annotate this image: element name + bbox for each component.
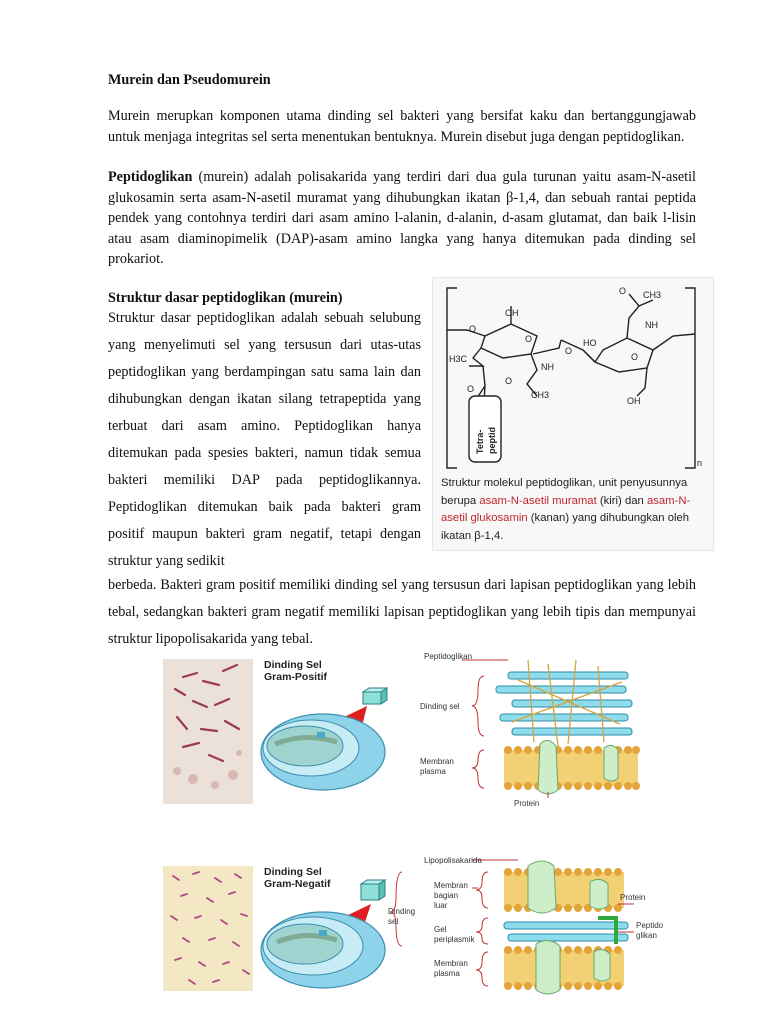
label-peptido: Peptido [636,921,664,930]
label-periplasmik: periplasmik [434,935,475,944]
label-plasma: plasma [420,767,446,776]
label-peptidoglikan: Peptidoglikan [424,652,473,661]
gram-negative-title-line2: Gram-Negatif [264,878,331,890]
label-membran-plasma-2: plasma [434,969,460,978]
label-membran-plasma-1: Membran [434,959,468,968]
paragraph-murein: Murein merupkan komponen utama dinding sel bakteri yang bersifat kaku dan bertanggungjawab untuk menjaga integritas sel serta menentukan bentuknya. Murein disebut juga dengan peptidoglikan. [108,108,696,145]
micrograph-image-negative [163,866,253,991]
label-o4: O [505,376,513,386]
term-peptidoglikan: Peptidoglikan [108,169,193,185]
gram-negative-wall-diagram [372,852,702,996]
label-nh-right: NH [645,320,658,330]
label-ch3-mid: CH3 [531,390,550,400]
micrograph-image [163,659,253,804]
label-o6: O [619,286,627,296]
label-n: n [697,458,703,468]
label-nh-mid: NH [541,362,554,372]
label-oh-bottom: OH [627,396,641,406]
label-o7: O [631,352,639,362]
gram-positive-title-line2: Gram-Positif [264,671,328,683]
paragraph-struktur-column: Struktur dasar peptidoglikan adalah sebuah selubung yang menyelimuti sel yang tersusun dari utas-utas peptidoglikan yang berdampingan satu sama lain dan dihubungkan dengan ikatan silang tetrapeptida yang terbuat dari asam amino. Peptidoglikan hanya ditemukan pada spesies bakteri, namun tidak semua bakteri memiliki DAP pada peptidoglikannya. Peptidoglikan ditemukan baik pada bakteri gram positif maupun bakteri gram negatif, tetapi dengan struktur yang sedikit [108,310,421,569]
paragraph-peptidoglikan-text: (murein) adalah polisakarida yang terdiri dari dua gula turunan yaitu asam-N-asetil glukosamin serta asam-N-asetil muramat yang dihubungkan ikatan β-1,4, dan sebuah rantai peptida pendek yang contohnya terdiri dari asam amino l-alanin, d-alanin, d-asam glutamat, dan baik l-lisin atau asam diaminopimelik (DAP)-asam amino langka yang hanya ditemukan pada dinding sel prokariot. [108,169,696,267]
label-o3: O [565,346,573,356]
label-sel: sel [388,917,399,926]
label-dinding-sel: Dinding sel [420,702,460,711]
gram-positive-title-line1: Dinding Sel [264,659,322,671]
molecule-caption [441,475,707,545]
label-membran-luar-3: luar [434,901,448,910]
caption-part-2: (kiri) dan [596,494,647,507]
label-gel: Gel [434,925,447,934]
label-o5: O [467,384,475,394]
label-peptid: peptid [487,427,497,454]
label-membran-luar-2: bagian [434,891,459,900]
gram-positive-cell-diagram [255,686,405,796]
label-membran: Membran [420,757,454,766]
paragraph-struktur-continued: berbeda. Bakteri gram positif memiliki dinding sel yang tersusun dari lapisan peptidoglikan yang lebih tebal, sedangkan bakteri gram negatif memiliki lapisan peptidoglikan yang lebih tipis dan mempunyai struktur lipopolisakarida yang tebal. [108,577,696,647]
molecule-figure [432,277,714,551]
label-h3c: H3C [449,354,468,364]
caption-link-muramat[interactable]: asam-N-asetil muramat [479,494,597,507]
label-ho: HO [583,338,597,348]
label-protein-neg: Protein [620,893,646,902]
label-membran-luar-1: Membran [434,881,468,890]
label-tetra: Tetra- [475,429,485,454]
caption-part-1: Struktur molekul peptidoglikan, unit penyusunnya berupa [441,477,688,507]
gram-positive-micrograph [163,659,253,804]
section-title-struktur: Struktur dasar peptidoglikan (murein) [108,290,343,306]
gram-negative-micrograph [163,866,253,991]
label-o2: O [525,334,533,344]
label-glikan: glikan [636,931,657,940]
section-title-murein: Murein dan Pseudomurein [108,72,271,88]
label-oh-top: OH [505,308,519,318]
label-ch3-top: CH3 [643,290,662,300]
label-lipopolisakarida: Lipopolisakarida [424,856,482,865]
gram-negative-title-line1: Dinding Sel [264,866,322,878]
peptidoglycan-structure-diagram [433,278,713,473]
caption-link-glukosamin[interactable]: asam-N-asetil glukosamin [441,494,691,524]
label-dinding: Dinding [388,907,416,916]
gram-positive-title [264,659,327,683]
label-o1: O [469,324,477,334]
gram-positive-wall-diagram [408,650,648,808]
label-protein: Protein [514,799,540,808]
caption-part-3: (kanan) yang dihubungkan oleh ikatan β-1,4. [441,512,690,542]
paragraph-peptidoglikan [108,167,696,270]
